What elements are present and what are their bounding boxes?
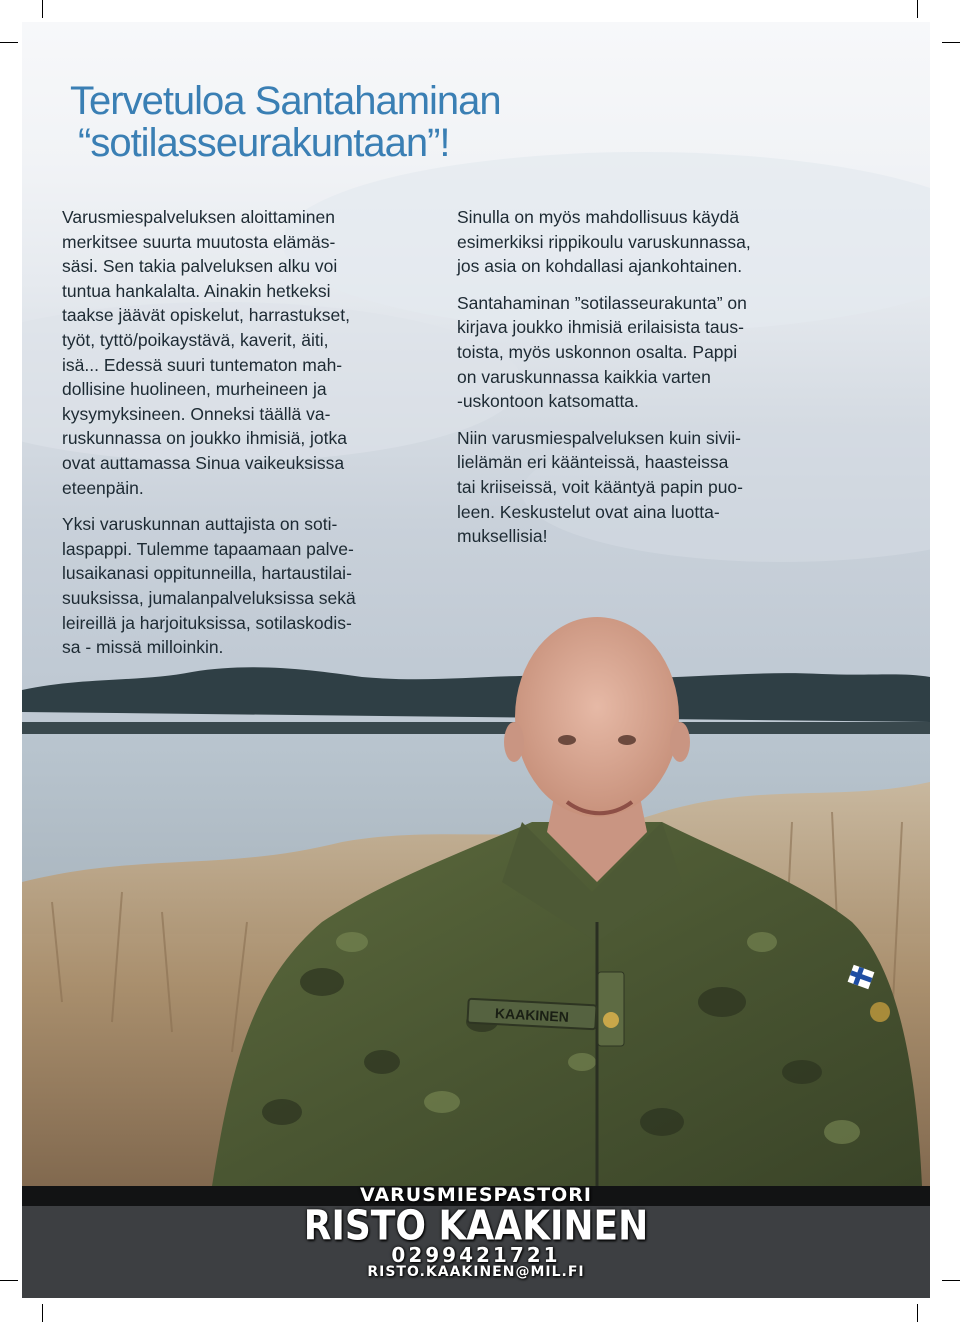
crop-mark-bottom-right-h	[942, 1280, 960, 1281]
text-line: lusaikanasi oppitunneilla, hartaustilai-	[62, 563, 352, 584]
text-line: on varuskunnassa kaikkia varten	[457, 366, 711, 387]
text-line: dollisine huolineen, murheineen ja	[62, 379, 327, 400]
crop-mark-top-left-v	[42, 0, 43, 18]
text-line: isä... Edessä suuri tuntematon mah-	[62, 354, 343, 375]
page-title-line-1: Tervetuloa Santahaminan	[70, 79, 501, 123]
text-line: merkitsee suurta muutosta elämäs-	[62, 231, 336, 252]
text-line: tuntua hankalalta. Ainakin hetkeksi	[62, 280, 331, 301]
banner-name: RISTO KAAKINEN	[303, 1202, 649, 1251]
text-line: leen. Keskustelut ovat aina luotta-	[457, 501, 720, 522]
text-line: sa - missä milloinkin.	[62, 637, 224, 658]
text-line: Yksi varuskunnan auttajista on soti-	[62, 514, 338, 535]
text-line: kysymyksineen. Onneksi täällä va-	[62, 403, 331, 424]
right-text-column	[457, 205, 837, 561]
banner-phone: 0299421721	[391, 1243, 561, 1267]
text-line: tai kriiseissä, voit kääntyä papin puo-	[457, 476, 743, 497]
crop-mark-bottom-left-v	[42, 1304, 43, 1322]
text-line: esimerkiksi rippikoulu varuskunnassa,	[457, 231, 751, 252]
text-line: jos asia on kohdallasi ajankohtainen.	[457, 256, 743, 277]
text-line: leireillä ja harjoituksissa, sotilaskodis-	[62, 612, 352, 633]
banner-role: VARUSMIESPASTORI	[360, 1184, 592, 1206]
uniform-name-tape: KAAKINEN	[494, 1005, 570, 1025]
crop-mark-top-right-v	[917, 0, 918, 18]
text-line: laspappi. Tulemme tapaamaan palve-	[62, 538, 354, 559]
text-line: -uskontoon katsomatta.	[457, 391, 639, 412]
text-line: Niin varusmiespalveluksen kuin sivii-	[457, 427, 741, 448]
text-line: Sinulla on myös mahdollisuus käydä	[457, 207, 740, 227]
text-line: Santahaminan ”sotilasseurakunta” on	[457, 292, 747, 313]
text-line: eteenpäin.	[62, 477, 144, 498]
left-text-column	[62, 205, 422, 672]
text-line: Varusmiespalveluksen aloittaminen	[62, 207, 336, 227]
text-line: taakse jäävät opiskelut, harrastukset,	[62, 305, 350, 326]
text-line: työt, tyttö/poikaystävä, kaverit, äiti,	[62, 329, 329, 350]
text-line: säsi. Sen takia palveluksen alku voi	[62, 256, 338, 277]
crop-mark-top-right-h	[942, 42, 960, 43]
text-line: suuksissa, jumalanpalveluksissa sekä	[62, 587, 356, 608]
left-paragraph-2	[62, 512, 422, 660]
right-paragraph-2	[457, 291, 837, 414]
crop-mark-top-left-h	[0, 42, 18, 43]
banner-email[interactable]: RISTO.KAAKINEN@MIL.FI	[367, 1264, 585, 1280]
page-title	[70, 80, 670, 164]
text-line: kirjava joukko ihmisiä erilaisista taus-	[457, 317, 744, 338]
text-line: ruskunnassa on joukko ihmisiä, jotka	[62, 428, 348, 449]
text-line: muksellisia!	[457, 526, 548, 547]
crop-mark-bottom-right-v	[917, 1304, 918, 1322]
right-paragraph-1	[457, 205, 837, 279]
left-paragraph-1	[62, 205, 422, 500]
right-paragraph-3	[457, 426, 837, 549]
text-line: toista, myös uskonnon osalta. Pappi	[457, 341, 738, 362]
text-line: lielämän eri käänteissä, haasteissa	[457, 452, 729, 473]
text-line: ovat auttamassa Sinua vaikeuksissa	[62, 452, 345, 473]
crop-mark-bottom-left-h	[0, 1280, 18, 1281]
page-title-line-2: “sotilasseurakuntaan”!	[78, 121, 450, 165]
